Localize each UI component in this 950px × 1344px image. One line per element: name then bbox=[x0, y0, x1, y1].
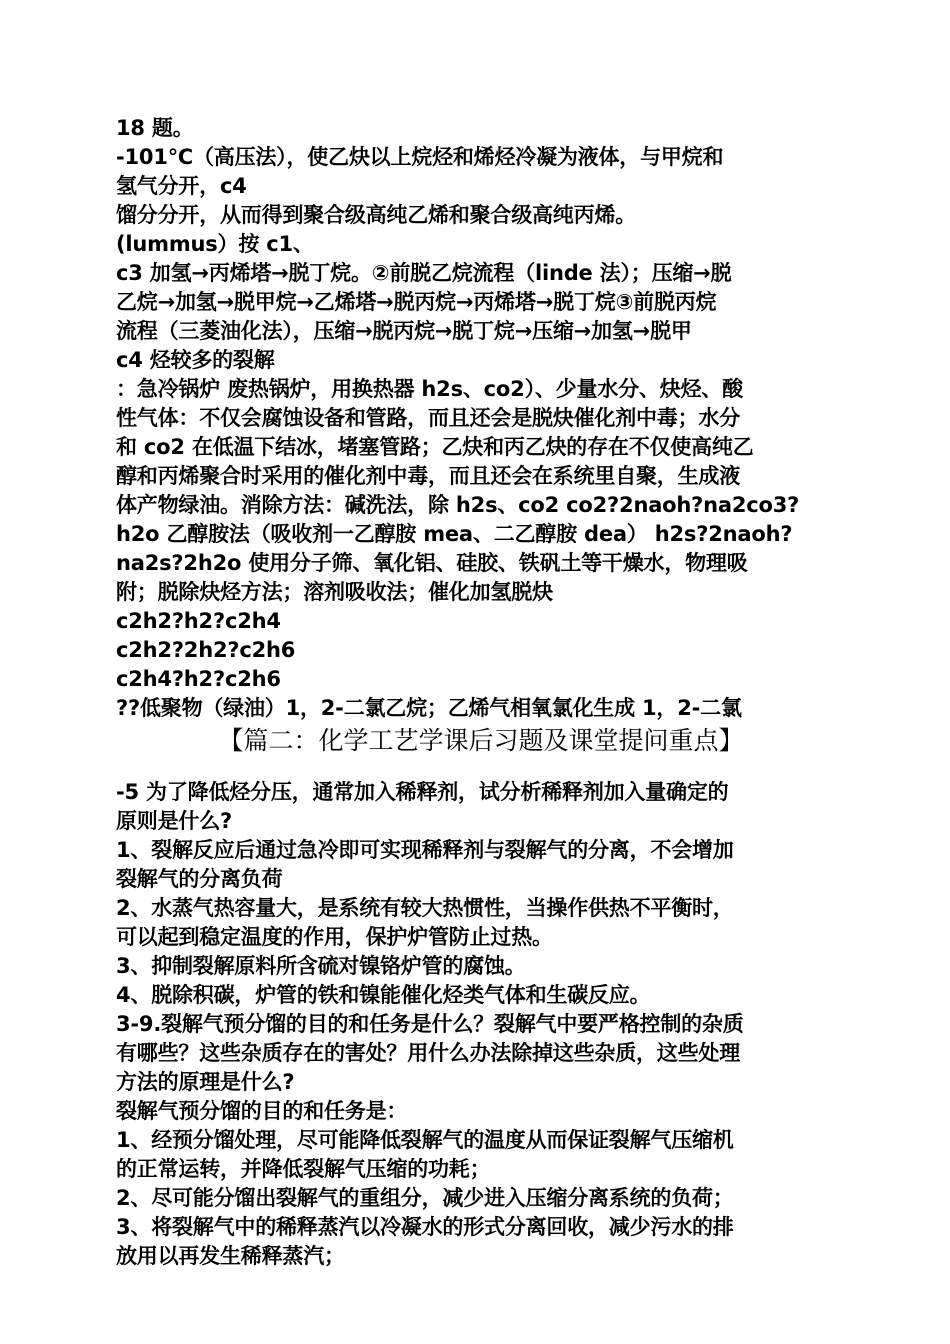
text-line: 3、抑制裂解原料所含硫对镍铬炉管的腐蚀。 bbox=[116, 954, 526, 978]
text-line: 乙烷→加氢→脱甲烷→乙烯塔→脱丙烷→丙烯塔→脱丁烷③前脱丙烷 bbox=[116, 290, 717, 314]
part-one-text bbox=[116, 114, 846, 723]
text-line: 氢气分开，c4 bbox=[116, 174, 247, 198]
text-line: 流程（三菱油化法），压缩→脱丙烷→脱丁烷→压缩→加氢→脱甲 bbox=[116, 319, 692, 343]
text-line: ??低聚物（绿油）1，2-二氯乙烷；乙烯气相氧氯化生成 1，2-二氯 bbox=[116, 696, 742, 720]
section-title: 【篇二：化学工艺学课后习题及课堂提问重点】 bbox=[218, 726, 744, 755]
text-line: -101℃（高压法），使乙炔以上烷烃和烯烃冷凝为液体，与甲烷和 bbox=[116, 145, 724, 169]
text-line: c2h2?2h2?c2h6 bbox=[116, 638, 296, 662]
text-line: 2、水蒸气热容量大，是系统有较大热惯性，当操作供热不平衡时， bbox=[116, 896, 734, 920]
text-line: ：急冷锅炉 废热锅炉，用换热器 h2s、co2）、少量水分、炔烃、酸 bbox=[116, 377, 743, 401]
text-line: 附；脱除炔烃方法；溶剂吸收法；催化加氢脱炔 bbox=[116, 580, 553, 604]
text-line: (lummus）按 c1、 bbox=[116, 232, 314, 256]
text-line: 3-9.裂解气预分馏的目的和任务是什么？裂解气中要严格控制的杂质 bbox=[116, 1012, 744, 1036]
text-line: 1、裂解反应后通过急冷即可实现稀释剂与裂解气的分离，不会增加 bbox=[116, 838, 734, 862]
text-line: 馏分分开，从而得到聚合级高纯乙烯和聚合级高纯丙烯。 bbox=[116, 203, 636, 227]
text-line: 4、脱除积碳，炉管的铁和镍能催化烃类气体和生碳反应。 bbox=[116, 983, 651, 1007]
text-line: 可以起到稳定温度的作用，保护炉管防止过热。 bbox=[116, 925, 553, 949]
text-line: 有哪些？这些杂质存在的害处？用什么办法除掉这些杂质，这些处理 bbox=[116, 1041, 740, 1065]
document-body bbox=[116, 114, 846, 1271]
text-line: 方法的原理是什么? bbox=[116, 1070, 295, 1094]
text-line: 原则是什么? bbox=[116, 809, 232, 833]
text-line: c2h2?h2?c2h4 bbox=[116, 609, 281, 633]
text-line: 18 题。 bbox=[116, 116, 194, 140]
text-line: c3 加氢→丙烯塔→脱丁烷。②前脱乙烷流程（linde 法）；压缩→脱 bbox=[116, 261, 732, 285]
text-line: h2o 乙醇胺法（吸收剂一乙醇胺 mea、二乙醇胺 dea） h2s?2naoh? bbox=[116, 522, 793, 546]
text-line: 放用以再发生稀释蒸汽； bbox=[116, 1244, 345, 1268]
text-line: 和 co2 在低温下结冰，堵塞管路；乙炔和丙乙炔的存在不仅使高纯乙 bbox=[116, 435, 754, 459]
text-line: 的正常运转，并降低裂解气压缩的功耗； bbox=[116, 1157, 491, 1181]
text-line: 性气体：不仅会腐蚀设备和管路，而且还会是脱炔催化剂中毒；水分 bbox=[116, 406, 740, 430]
text-line: 3、将裂解气中的稀释蒸汽以冷凝水的形式分离回收，减少污水的排 bbox=[116, 1215, 734, 1239]
text-line: c4 烃较多的裂解 bbox=[116, 348, 275, 372]
text-line: 醇和丙烯聚合时采用的催化剂中毒，而且还会在系统里自聚，生成液 bbox=[116, 464, 740, 488]
part-two-text bbox=[116, 778, 846, 1271]
text-line: 2、尽可能分馏出裂解气的重组分，减少进入压缩分离系统的负荷； bbox=[116, 1186, 734, 1210]
text-line: 1、经预分馏处理，尽可能降低裂解气的温度从而保证裂解气压缩机 bbox=[116, 1128, 734, 1152]
text-line: 体产物绿油。消除方法：碱洗法，除 h2s、co2 co2?2naoh?na2co3? bbox=[116, 493, 800, 517]
text-line: c2h4?h2?c2h6 bbox=[116, 667, 281, 691]
text-line: na2s?2h2o 使用分子筛、氧化铝、硅胶、铁矾土等干燥水，物理吸 bbox=[116, 551, 748, 575]
text-line: -5 为了降低烃分压，通常加入稀释剂，试分析稀释剂加入量确定的 bbox=[116, 780, 729, 804]
text-line: 裂解气预分馏的目的和任务是： bbox=[116, 1099, 408, 1123]
text-line: 裂解气的分离负荷 bbox=[116, 867, 283, 891]
